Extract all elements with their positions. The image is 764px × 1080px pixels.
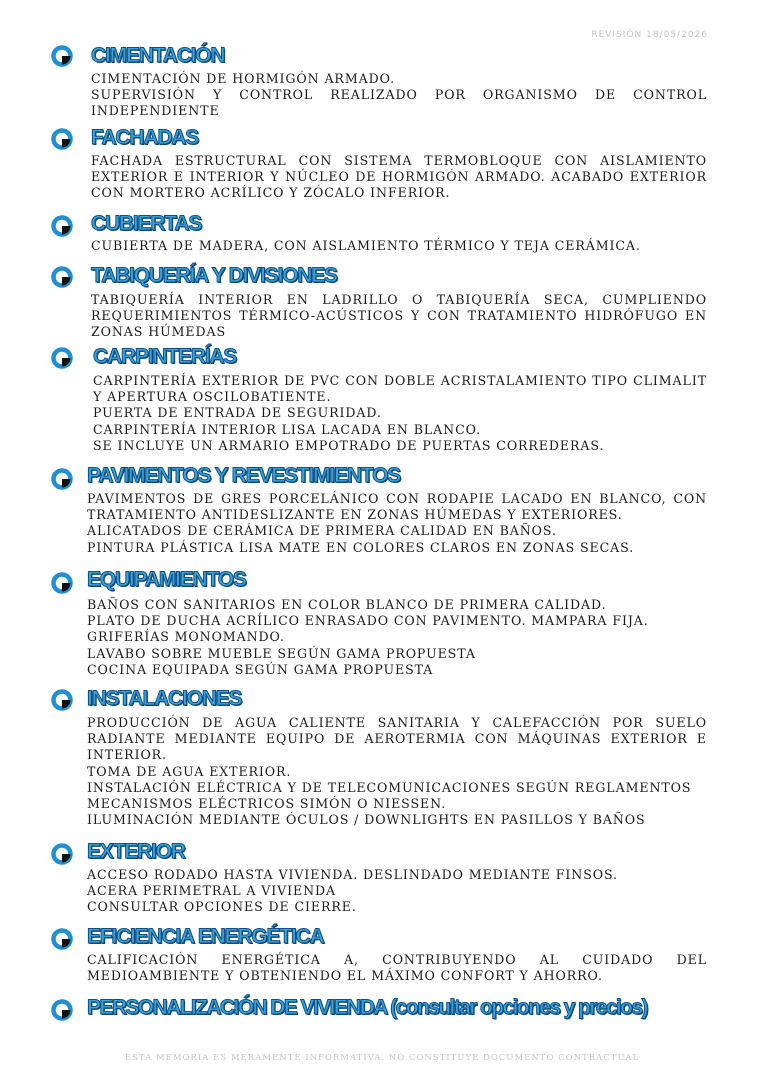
section-title: PERSONALIZACIÓN DE VIVIENDA (consultar opciones y precios)	[87, 996, 647, 1019]
body-line: TRATAMIENTO ANTIDESLIZANTE EN ZONAS HÚMEDAS Y EXTERIORES.	[87, 507, 623, 523]
section-title: EQUIPAMIENTOS	[87, 568, 246, 591]
section-body	[87, 952, 707, 984]
body-line: CONSULTAR OPCIONES DE CIERRE.	[87, 899, 357, 915]
section-bullet-icon	[51, 689, 73, 711]
body-line: LAVABO SOBRE MUEBLE SEGÚN GAMA PROPUESTA	[87, 645, 476, 661]
section-body	[87, 715, 707, 828]
body-line: Y APERTURA OSCILOBATIENTE.	[93, 389, 332, 405]
footer-disclaimer: ESTA MEMORIA ES MERAMENTE INFORMATIVA. NO CONSTITUYE DOCUMENTO CONTRACTUAL	[124, 1053, 640, 1063]
section-title: INSTALACIONES	[87, 687, 242, 710]
body-line: CON MORTERO ACRÍLICO Y ZÓCALO INFERIOR.	[91, 185, 451, 201]
section-body	[87, 597, 707, 678]
section-title: TABIQUERÍA Y DIVISIONES	[91, 264, 337, 287]
section-bullet-icon	[51, 347, 73, 369]
section-body	[87, 491, 707, 556]
body-line: CARPINTERÍA INTERIOR LISA LACADA EN BLANCO.	[93, 421, 482, 437]
body-line: INTERIOR.	[87, 747, 167, 763]
body-line: INSTALACIÓN ELÉCTRICA Y DE TELECOMUNICACIONES SEGÚN REGLAMENTOS	[87, 779, 692, 795]
section-bullet-icon	[51, 572, 73, 594]
body-line: ACERA PERIMETRAL A VIVIENDA	[87, 883, 337, 899]
section-bullet-icon	[51, 45, 73, 67]
body-line: PLATO DE DUCHA ACRÍLICO ENRASADO CON PAVIMENTO. MAMPARA FIJA.	[87, 613, 649, 629]
body-line: GRIFERÍAS MONOMANDO.	[87, 629, 285, 645]
body-line: BAÑOS CON SANITARIOS EN COLOR BLANCO DE PRIMERA CALIDAD.	[87, 597, 607, 612]
section-title: CARPINTERÍAS	[93, 345, 237, 368]
section-body	[91, 238, 707, 254]
section-title: EFICIENCIA ENERGÉTICA	[87, 925, 324, 948]
body-line: TOMA DE AGUA EXTERIOR.	[87, 763, 292, 779]
section-title: PAVIMENTOS Y REVESTIMIENTOS	[87, 464, 401, 487]
body-line: CALIFICACIÓN ENERGÉTICA A, CONTRIBUYENDO AL CUIDADO DEL	[87, 952, 707, 967]
section-body	[91, 71, 707, 120]
section-title: CUBIERTAS	[91, 212, 202, 235]
section-title: FACHADAS	[91, 126, 199, 149]
section-bullet-icon	[51, 215, 73, 237]
body-line: FACHADA ESTRUCTURAL CON SISTEMA TERMOBLOQUE CON AISLAMIENTO	[91, 153, 707, 168]
revision-date: REVISIÓN 18/05/2026	[591, 30, 708, 40]
body-line: SE INCLUYE UN ARMARIO EMPOTRADO DE PUERTAS CORREDERAS.	[93, 437, 605, 453]
body-line: REQUERIMIENTOS TÉRMICO-ACÚSTICOS Y CON TRATAMIENTO HIDRÓFUGO EN	[91, 308, 707, 324]
body-line: EXTERIOR E INTERIOR Y NÚCLEO DE HORMIGÓN ARMADO. ACABADO EXTERIOR	[91, 169, 707, 185]
body-line: MECANISMOS ELÉCTRICOS SIMÓN O NIESSEN.	[87, 796, 447, 812]
section-body	[91, 153, 707, 202]
body-line: PRODUCCIÓN DE AGUA CALIENTE SANITARIA Y CALEFACCIÓN POR SUELO	[87, 715, 707, 730]
body-line: ACCESO RODADO HASTA VIVIENDA. DESLINDADO MEDIANTE FINSOS.	[87, 867, 618, 882]
section-bullet-icon	[51, 468, 73, 490]
body-line: PAVIMENTOS DE GRES PORCELÁNICO CON RODAPIE LACADO EN BLANCO, CON	[87, 491, 707, 506]
section-bullet-icon	[51, 843, 73, 865]
body-line: CARPINTERÍA EXTERIOR DE PVC CON DOBLE ACRISTALAMIENTO TIPO CLIMALIT	[93, 373, 707, 388]
section-bullet-icon	[51, 266, 73, 288]
body-line: ALICATADOS DE CERÁMICA DE PRIMERA CALIDAD EN BAÑOS.	[87, 523, 557, 539]
section-bullet-icon	[51, 128, 73, 150]
section-title: CIMENTACIÓN	[91, 44, 225, 67]
body-line: PINTURA PLÁSTICA LISA MATE EN COLORES CLAROS EN ZONAS SECAS.	[87, 539, 635, 555]
body-line: CUBIERTA DE MADERA, CON AISLAMIENTO TÉRMICO Y TEJA CERÁMICA.	[91, 238, 641, 253]
section-body	[87, 867, 707, 916]
section-body	[93, 373, 707, 454]
body-line: SUPERVISIÓN Y CONTROL REALIZADO POR ORGANISMO DE CONTROL	[91, 87, 707, 103]
section-body	[91, 292, 707, 341]
body-line: PUERTA DE ENTRADA DE SEGURIDAD.	[93, 405, 382, 421]
body-line: CIMENTACIÓN DE HORMIGÓN ARMADO.	[91, 71, 395, 86]
body-line: INDEPENDIENTE	[91, 103, 220, 119]
body-line: COCINA EQUIPADA SEGÚN GAMA PROPUESTA	[87, 661, 434, 677]
body-line: RADIANTE MEDIANTE EQUIPO DE AEROTERMIA CON MÁQUINAS EXTERIOR E	[87, 731, 707, 747]
section-bullet-icon	[51, 928, 73, 950]
body-line: ZONAS HÚMEDAS	[91, 324, 227, 340]
section-bullet-icon	[51, 999, 73, 1021]
section-title: EXTERIOR	[87, 840, 185, 863]
body-line: TABIQUERÍA INTERIOR EN LADRILLO O TABIQUERÍA SECA, CUMPLIENDO	[91, 292, 707, 307]
body-line: ILUMINACIÓN MEDIANTE ÓCULOS / DOWNLIGHTS EN PASILLOS Y BAÑOS	[87, 812, 646, 828]
body-line: MEDIOAMBIENTE Y OBTENIENDO EL MÁXIMO CONFORT Y AHORRO.	[87, 968, 603, 984]
